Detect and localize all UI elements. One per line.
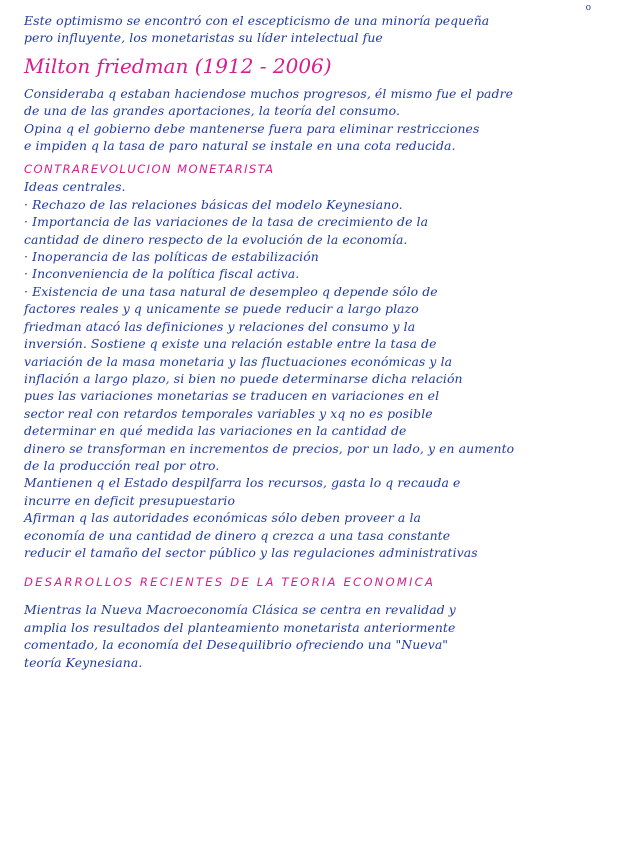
text-line: incurre en deficit presupuestario <box>24 492 236 508</box>
text-line: factores reales y q unicamente se puede reducir a largo plazo <box>24 301 419 317</box>
text-line: sector real con retardos temporales variables y xq no es posible <box>24 405 433 421</box>
recent-developments-section <box>24 601 595 671</box>
text-line: pero influyente, los monetaristas su líder intelectual fue <box>24 30 383 46</box>
page-number: o <box>585 3 591 13</box>
text-line: e impiden q la tasa de paro natural se instale en una cota reducida. <box>24 138 456 154</box>
text-line: Ideas centrales. <box>24 179 126 195</box>
text-line: de la producción real por otro. <box>24 457 220 473</box>
text-line: Consideraba q estaban haciendose muchos progresos, él mismo fue el padre <box>24 85 514 101</box>
text-line: comentado, la economía del Desequilibrio ofreciendo una "Nueva" <box>24 637 449 653</box>
name-heading: Milton friedman (1912 - 2006) <box>24 53 332 78</box>
text-line: pues las variaciones monetarias se traducen en variaciones en el <box>24 388 440 404</box>
bullet-line: · Importancia de las variaciones de la tasa de crecimiento de la <box>24 214 429 230</box>
text-line: friedman atacó las definiciones y relaciones del consumo y la <box>24 318 416 334</box>
bullet-line: · Inoperancia de las políticas de estabilización <box>24 249 319 265</box>
section-heading-monetarist: CONTRAREVOLUCION MONETARISTA <box>24 162 275 177</box>
bullet-line: · Inconveniencia de la política fiscal activa. <box>24 266 300 282</box>
text-line: dinero se transforman en incrementos de precios, por un lado, y en aumento <box>24 440 515 456</box>
text-line: inflación a largo plazo, si bien no puede determinarse dicha relación <box>24 370 463 386</box>
text-line: variación de la masa monetaria y las fluctuaciones económicas y la <box>24 353 453 369</box>
text-line: Mientras la Nueva Macroeconomía Clásica se centra en revalidad y <box>24 602 456 618</box>
text-line: amplia los resultados del planteamiento monetarista anteriormente <box>24 619 456 635</box>
text-line: de una de las grandes aportaciones, la teoría del consumo. <box>24 103 400 119</box>
friedman-paragraph <box>24 85 595 155</box>
monetarist-section <box>24 178 595 561</box>
text-line: Afirman q las autoridades económicas sólo deben proveer a la <box>24 510 422 526</box>
text-line: inversión. Sostiene q existe una relación estable entre la tasa de <box>24 336 437 352</box>
bullet-line: · Rechazo de las relaciones básicas del modelo Keynesiano. <box>24 196 403 212</box>
text-line: determinar en qué medida las variaciones en la cantidad de <box>24 423 407 439</box>
intro-paragraph <box>24 12 595 47</box>
text-line: teoría Keynesiana. <box>24 654 143 670</box>
text-line: reducir el tamaño del sector público y las regulaciones administrativas <box>24 544 478 560</box>
text-line: cantidad de dinero respecto de la evolución de la economía. <box>24 231 408 247</box>
text-line: economía de una cantidad de dinero q crezca a una tasa constante <box>24 527 451 543</box>
text-line: Este optimismo se encontró con el escepticismo de una minoría pequeña <box>24 13 490 28</box>
text-line: Mantienen q el Estado despilfarra los recursos, gasta lo q recauda e <box>24 475 461 491</box>
bullet-line: · Existencia de una tasa natural de desempleo q depende sólo de <box>24 283 438 299</box>
text-line: Opina q el gobierno debe mantenerse fuera para eliminar restricciones <box>24 120 480 136</box>
section-heading-recent-developments: DESARROLLOS RECIENTES DE LA TEORIA ECONOMICA <box>24 575 436 590</box>
